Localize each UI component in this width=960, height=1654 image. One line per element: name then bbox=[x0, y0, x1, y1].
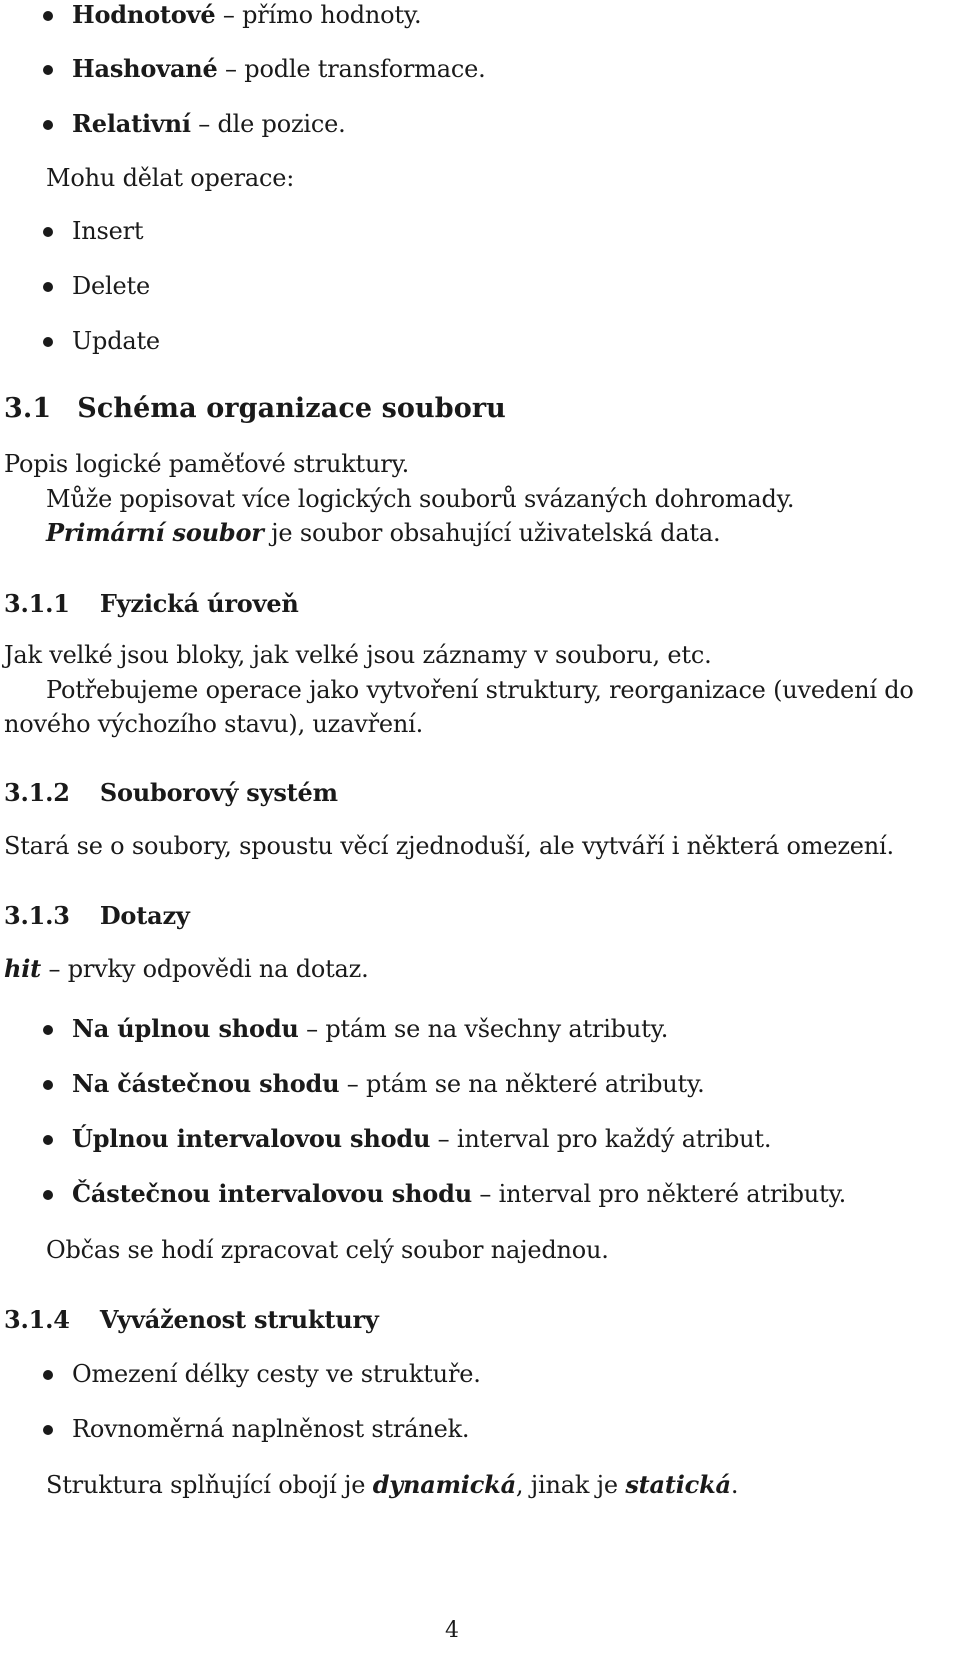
emphasis-term: statická bbox=[625, 1470, 731, 1499]
subsection-number: 3.1.1 bbox=[4, 589, 70, 618]
paragraph-text: Struktura splňující obojí je bbox=[46, 1471, 373, 1499]
list-item-desc: – přímo hodnoty. bbox=[215, 1, 422, 29]
list-item bbox=[72, 109, 346, 139]
paragraph: Stará se o soubory, spoustu věcí zjednoduší, ale vytváří i některá omezení. bbox=[4, 832, 894, 860]
list-item-term: Částečnou intervalovou shodu bbox=[72, 1179, 472, 1208]
subsection-title: Fyzická úroveň bbox=[99, 589, 299, 618]
list-item: Update bbox=[72, 327, 160, 355]
subsection-number: 3.1.2 bbox=[4, 778, 70, 807]
subsection-title: Souborový systém bbox=[99, 778, 338, 807]
list-item-desc: – ptám se na některé atributy. bbox=[339, 1070, 705, 1098]
subsection-number: 3.1.4 bbox=[4, 1305, 70, 1334]
list-item-desc: – dle pozice. bbox=[190, 110, 346, 138]
section-number: 3.1 bbox=[4, 393, 52, 424]
list-item: Delete bbox=[72, 272, 150, 300]
paragraph: Může popisovat více logických souborů svázaných dohromady. bbox=[46, 485, 795, 513]
list-item-term: Úplnou intervalovou shodu bbox=[72, 1124, 431, 1153]
subsection-title: Dotazy bbox=[99, 901, 190, 930]
paragraph-text: , jinak je bbox=[515, 1471, 626, 1499]
list-item-term: Na částečnou shodu bbox=[72, 1069, 340, 1098]
bullet-dot bbox=[43, 65, 53, 75]
list-item-term: Na úplnou shodu bbox=[72, 1014, 299, 1043]
section-heading bbox=[4, 394, 506, 424]
bullet-dot bbox=[43, 120, 53, 130]
bullet-dot bbox=[43, 227, 53, 237]
subsection-number: 3.1.3 bbox=[4, 901, 70, 930]
bullet-dot bbox=[43, 1425, 53, 1435]
subsection-heading bbox=[4, 901, 190, 931]
subsection-heading bbox=[4, 589, 299, 619]
list-item bbox=[72, 54, 486, 84]
list-item-term: Relativní bbox=[72, 109, 191, 138]
paragraph: Jak velké jsou bloky, jak velké jsou záznamy v souboru, etc. bbox=[4, 641, 712, 669]
list-item: Rovnoměrná naplněnost stránek. bbox=[72, 1415, 470, 1443]
subsection-title: Vyváženost struktury bbox=[99, 1305, 379, 1334]
bullet-dot bbox=[43, 11, 53, 21]
paragraph: Mohu dělat operace: bbox=[46, 164, 295, 192]
list-item: Omezení délky cesty ve struktuře. bbox=[72, 1360, 481, 1388]
list-item-desc: – interval pro každý atribut. bbox=[430, 1125, 772, 1153]
paragraph bbox=[46, 518, 720, 548]
emphasis-term: hit bbox=[4, 954, 42, 983]
emphasis-term: dynamická bbox=[372, 1470, 516, 1499]
list-item bbox=[72, 1069, 705, 1099]
paragraph: Občas se hodí zpracovat celý soubor najednou. bbox=[46, 1236, 609, 1264]
subsection-heading bbox=[4, 1305, 379, 1335]
bullet-dot bbox=[43, 1370, 53, 1380]
paragraph bbox=[46, 1470, 738, 1500]
list-item-desc: – interval pro některé atributy. bbox=[471, 1180, 847, 1208]
bullet-dot bbox=[43, 1135, 53, 1145]
paragraph: Potřebujeme operace jako vytvoření struktury, reorganizace (uvedení do bbox=[46, 676, 914, 704]
section-title: Schéma organizace souboru bbox=[77, 393, 506, 424]
paragraph: Popis logické paměťové struktury. bbox=[4, 450, 410, 478]
list-item-desc: – podle transformace. bbox=[217, 55, 486, 83]
paragraph: nového výchozího stavu), uzavření. bbox=[4, 710, 424, 738]
page-number: 4 bbox=[445, 1618, 459, 1643]
list-item bbox=[72, 1014, 668, 1044]
bullet-dot bbox=[43, 337, 53, 347]
paragraph-text: . bbox=[730, 1471, 739, 1499]
list-item: Insert bbox=[72, 217, 144, 245]
bullet-dot bbox=[43, 1080, 53, 1090]
paragraph bbox=[4, 954, 369, 984]
bullet-dot bbox=[43, 282, 53, 292]
paragraph-text: – prvky odpovědi na dotaz. bbox=[41, 955, 369, 983]
list-item bbox=[72, 1124, 771, 1154]
list-item-term: Hashované bbox=[72, 54, 218, 83]
list-item-desc: – ptám se na všechny atributy. bbox=[298, 1015, 669, 1043]
emphasis-term: Primární soubor bbox=[46, 518, 264, 547]
bullet-dot bbox=[43, 1190, 53, 1200]
list-item bbox=[72, 1179, 846, 1209]
bullet-dot bbox=[43, 1025, 53, 1035]
list-item-term: Hodnotové bbox=[72, 0, 216, 29]
list-item bbox=[72, 0, 421, 30]
paragraph-text: je soubor obsahující uživatelská data. bbox=[263, 519, 721, 547]
subsection-heading bbox=[4, 778, 338, 808]
